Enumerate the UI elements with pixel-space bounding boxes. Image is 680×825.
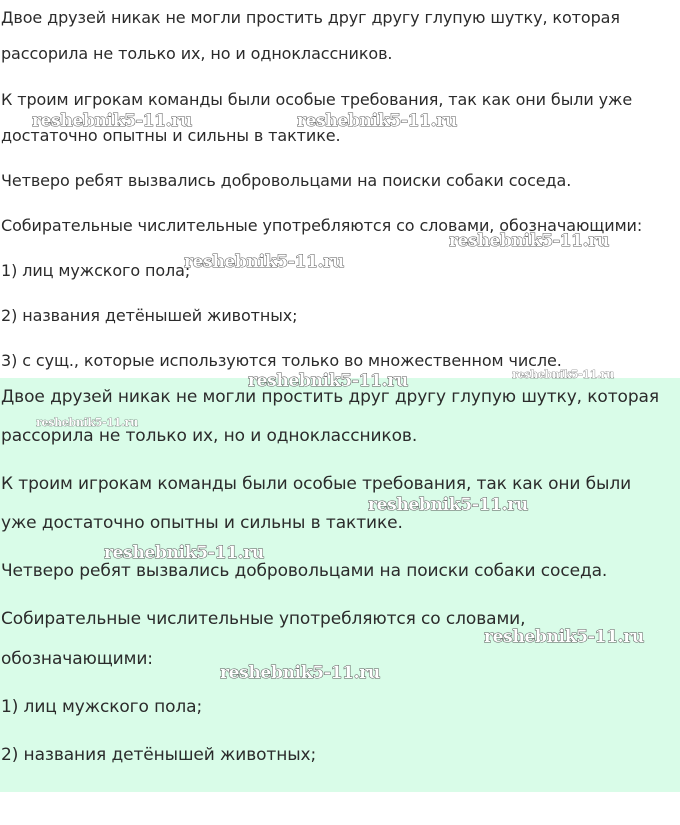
watermark-text: reshebnik5-11.ru (184, 252, 344, 272)
bottom-text-line: К троим игрокам команды были особые требования, так как они были (1, 474, 632, 494)
bottom-text-line: 2) названия детёнышей животных; (1, 745, 317, 765)
watermark-text: reshebnik5-11.ru (368, 495, 528, 515)
watermark-text: reshebnik5-11.ru (36, 416, 138, 429)
watermark-text: reshebnik5-11.ru (32, 111, 192, 131)
watermark-text: reshebnik5-11.ru (220, 663, 380, 683)
watermark-text: reshebnik5-11.ru (449, 231, 609, 251)
top-text-line: Четверо ребят вызвались добровольцами на поиски собаки соседа. (1, 171, 572, 190)
top-text-line: 2) названия детёнышей животных; (1, 306, 298, 325)
bottom-text-line: Четверо ребят вызвались добровольцами на поиски собаки соседа. (1, 561, 608, 581)
watermark-text: reshebnik5-11.ru (248, 371, 408, 391)
top-text-line: 3) с сущ., которые используются только во множественном числе. (1, 351, 562, 370)
bottom-text-line: Собирательные числительные употребляются со словами, (1, 609, 526, 629)
top-text-line: Двое друзей никак не могли простить друг другу глупую шутку, которая (1, 8, 620, 27)
top-text-line: 1) лиц мужского пола; (1, 261, 191, 280)
bottom-text-line: рассорила не только их, но и одноклассников. (1, 426, 418, 446)
bottom-text-line: 1) лиц мужского пола; (1, 697, 203, 717)
watermark-text: reshebnik5-11.ru (484, 627, 644, 647)
bottom-text-line: обозначающими: (1, 649, 153, 669)
top-text-line: рассорила не только их, но и одноклассников. (1, 44, 393, 63)
bottom-text-line: Двое друзей никак не могли простить друг другу глупую шутку, которая (1, 387, 659, 407)
top-text-line: Собирательные числительные употребляются со словами, обозначающими: (1, 216, 643, 235)
watermark-text: reshebnik5-11.ru (104, 543, 264, 563)
top-text-line: достаточно опытны и сильны в тактике. (1, 126, 341, 145)
watermark-text: reshebnik5-11.ru (512, 368, 614, 381)
watermark-text: reshebnik5-11.ru (297, 111, 457, 131)
bottom-text-line: уже достаточно опытны и сильны в тактике. (1, 513, 403, 533)
top-text-line: К троим игрокам команды были особые требования, так как они были уже (1, 90, 633, 109)
bottom-text-block (0, 378, 680, 792)
